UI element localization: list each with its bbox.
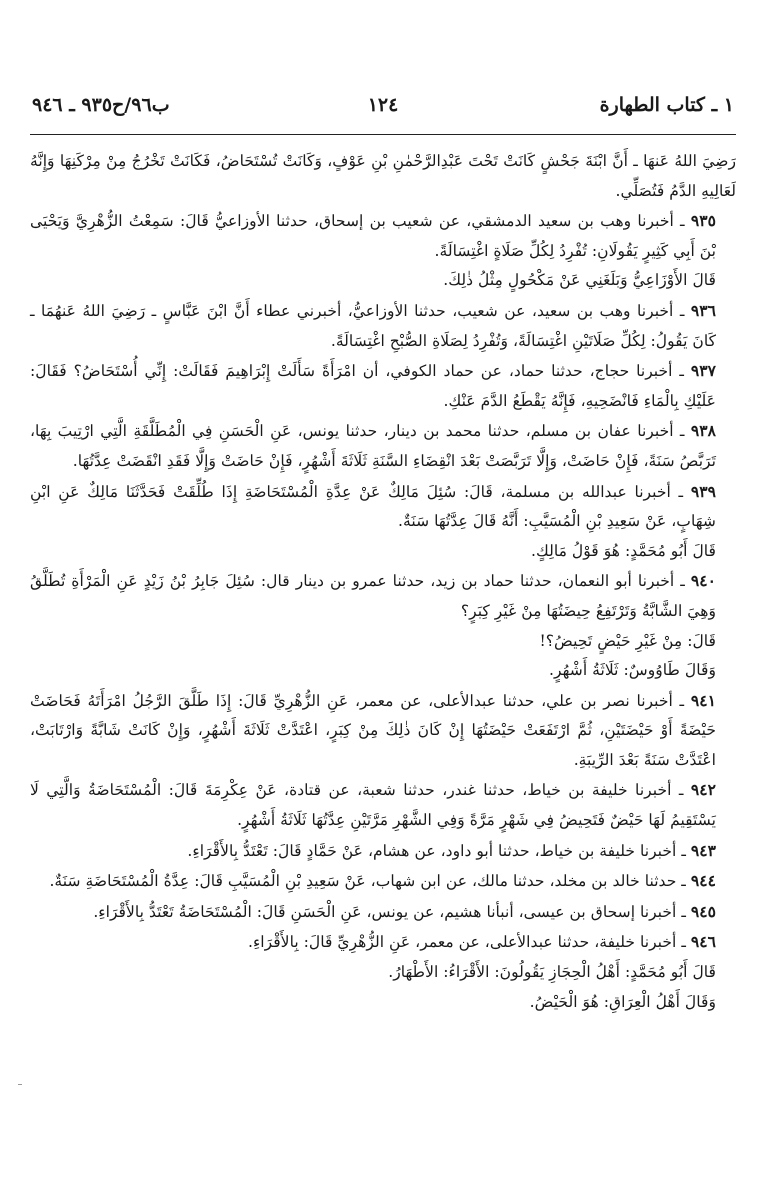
hadith-number: ٩٤٥ <box>690 901 716 921</box>
text-body <box>30 147 736 1017</box>
paragraph-text: قَالَ أَبُو مُحَمَّدٍ: أَهْلُ الْحِجَازِ يَقُولُونَ: الأَقْرَاءُ: الأَطْهَارُ. <box>388 963 716 982</box>
paragraph <box>30 958 736 988</box>
paragraph <box>30 147 736 206</box>
hadith-paragraph <box>30 686 736 776</box>
hadith-number: ٩٣٥ <box>690 211 716 231</box>
hadith-paragraph <box>30 416 736 476</box>
paragraph <box>30 627 736 657</box>
paragraph-text: ـ أخبرنا نصر بن علي، حدثنا عبدالأعلى، عن معمر، عَنِ الزُّهْرِيِّ قَالَ: إِذَا طَلَّقَ الرَّجُلُ امْرَأَتَهُ فَحَاضَتْ حَيْضَةً أَوْ حَيْضَتَيْنِ، ثُمَّ ارْتَفَعَتْ حَيْضَتُهَا إِنْ كَانَ ذٰلِكَ مِنْ كِبَرٍ، اعْتَدَّتْ ثَلَاثَةَ أَشْهُرٍ، وَإِنْ كَانَتْ شَابَّةً وَارْتَابَتْ، اعْتَدَّتْ سَنَةً بَعْدَ الرِّيبَةِ. <box>30 691 716 769</box>
paragraph <box>30 656 736 686</box>
hadith-paragraph <box>30 897 736 928</box>
hadith-number: ٩٤١ <box>690 690 716 710</box>
hadith-paragraph <box>30 206 736 266</box>
hadith-number: ٩٣٧ <box>690 361 716 381</box>
hadith-number: ٩٣٦ <box>690 300 716 320</box>
hadith-paragraph <box>30 566 736 626</box>
margin-mark <box>18 1084 22 1085</box>
hadith-paragraph <box>30 866 736 897</box>
paragraph <box>30 537 736 567</box>
paragraph-text: ـ أخبرنا عفان بن مسلم، حدثنا محمد بن دينار، حدثنا يونس، عَنِ الْحَسَنِ فِي الْمُطَلَّقَةِ الَّتِي ارْتِيبَ بِهَا، تَرَبَّصُ سَنَةً، فَإِنْ حَاضَتْ، وَإِلَّا تَرَبَّصَتْ بَعْدَ انْقِضَاءِ السَّنَةِ ثَلَاثَةَ أَشْهُرٍ، فَإِنْ حَاضَتْ وَإِلَّا فَقَدِ انْقَضَتْ عِدَّتُهَا. <box>30 422 716 470</box>
header-rule <box>30 134 736 135</box>
paragraph-text: ـ أخبرنا أبو النعمان، حدثنا حماد بن زيد، حدثنا عمرو بن دينار قال: سُئِلَ جَابِرُ بْنُ زَيْدٍ عَنِ الْمَرْأَةِ تُطَلَّقُ وَهِيَ الشَّابَّةُ وَتَرْتَفِعُ حِيضَتُهَا مِنْ غَيْرِ كِبَرٍ؟ <box>30 572 716 620</box>
paragraph-text: ـ أخبرنا خليفة بن خياط، حدثنا غندر، حدثنا شعبة، عن قتادة، عَنْ عِكْرِمَةَ قَالَ: الْمُسْتَحَاضَةُ وَالَّتِي لَا يَسْتَقِيمُ لَهَا حَيْضٌ فَتَحِيضُ فِي شَهْرٍ مَرَّةً وَفِي الشَّهْرِ مَرَّتَيْنِ عِدَّتُهَا ثَلَاثَةُ أَشْهُرٍ. <box>30 781 716 830</box>
paragraph-text: قَالَ أَبُو مُحَمَّدٍ: هُوَ قَوْلُ مَالِكٍ. <box>531 541 716 560</box>
hadith-number: ٩٤٠ <box>690 571 716 591</box>
hadith-number: ٩٤٢ <box>690 780 716 800</box>
hadith-paragraph <box>30 775 736 835</box>
paragraph-text: قَالَ: مِنْ غَيْرِ حَيْضٍ تَحِيضُ؟! <box>539 631 716 650</box>
hadith-paragraph <box>30 927 736 958</box>
paragraph <box>30 266 736 296</box>
page <box>30 94 736 1017</box>
hadith-range: ب٩٦/ح٩٣٥ ـ ٩٤٦ <box>32 94 170 116</box>
hadith-number: ٩٤٤ <box>690 871 716 891</box>
hadith-paragraph <box>30 356 736 416</box>
paragraph-text: وَقَالَ أَهْلُ الْعِرَاقِ: هُوَ الْحَيْضُ. <box>529 992 716 1011</box>
paragraph-text: ـ حدثنا خالد بن مخلد، حدثنا مالك، عن ابن شهاب، عَنْ سَعِيدِ بْنِ الْمُسَيَّبِ قَالَ: عِدَّةُ الْمُسْتَحَاضَةِ سَنَةٌ. <box>49 872 686 891</box>
paragraph <box>30 988 736 1018</box>
paragraph-text: ـ أخبرنا وهب بن سعيد الدمشقي، عن شعيب بن إسحاق، حدثنا الأوزاعيُّ قَالَ: سَمِعْتُ الزُّهْرِيَّ وَيَحْيَى بْنَ أَبِي كَثِيرٍ يَقُولَانِ: تُفْرِدُ لِكُلِّ صَلَاةٍ اغْتِسَالَةً. <box>30 212 716 260</box>
paragraph-text: ـ أخبرنا وهب بن سعيد، عن شعيب، حدثنا الأوزاعيُّ، أخبرني عطاء أَنَّ ابْنَ عَبَّاسٍ ـ رَضِيَ اللهُ عَنهُمَا ـ كَانَ يَقُولُ: لِكُلِّ صَلَاتَيْنِ اغْتِسَالَةً، وَتُفْرِدُ لِصَلَاةِ الصُّبْحِ اغْتِسَالَةً. <box>30 301 716 350</box>
paragraph-text: ـ أخبرنا خليفة، حدثنا عبدالأعلى، عن معمر، عَنِ الزُّهْرِيِّ قَالَ: بِالأَقْرَاءِ. <box>248 933 686 952</box>
chapter-title: ١ ـ كتاب الطهارة <box>599 94 734 116</box>
hadith-number: ٩٣٨ <box>690 421 716 441</box>
hadith-paragraph <box>30 836 736 867</box>
hadith-paragraph <box>30 296 736 356</box>
paragraph-text: وَقَالَ طَاوُوسٌ: ثَلَاثَةُ أَشْهُرٍ. <box>549 661 716 680</box>
paragraph-text: ـ أخبرنا إسحاق بن عيسى، أنبأنا هشيم، عن يونس، عَنِ الْحَسَنِ قَالَ: الْمُسْتَحَاضَةُ تَعْتَدُّ بِالأَقْرَاءِ. <box>93 902 686 921</box>
hadith-paragraph <box>30 477 736 537</box>
page-number: ١٢٤ <box>367 94 399 116</box>
paragraph-text: ـ أخبرنا حجاج، حدثنا حماد، عن حماد الكوفي، أن امْرَأَةً سَأَلَتْ إِبْرَاهِيمَ فَقَالَتْ: إِنِّي أُسْتَحَاضُ؟ فَقَالَ: عَلَيْكِ بِالْمَاءِ فَانْضَحِيهِ، فَإِنَّهُ يَقْطَعُ الدَّمَ عَنْكِ. <box>30 362 716 410</box>
hadith-number: ٩٣٩ <box>690 481 716 501</box>
paragraph-text: رَضِيَ اللهُ عَنهَا ـ أَنَّ ابْنَةَ جَحْشٍ كَانَتْ تَحْتَ عَبْدِالرَّحْمٰنِ بْنِ عَوْفٍ، وَكَانَتْ تُسْتَحَاضُ، فَكَانَتْ تَخْرُجُ مِنْ مِرْكَنِهَا وَإِنَّهُ لَعَالِيهِ الدَّمُ فَتُصَلِّي. <box>30 152 736 200</box>
paragraph-text: قَالَ الأَوْزَاعِيُّ وَبَلَغَنِي عَنْ مَكْحُولٍ مِثْلُ ذٰلِكَ. <box>443 271 716 290</box>
hadith-number: ٩٤٦ <box>690 932 716 952</box>
paragraph-text: ـ أخبرنا خليفة بن خياط، حدثنا أبو داود، عن هشام، عَنْ حَمَّادٍ قَالَ: تَعْتَدُّ بِالأَقْرَاءِ. <box>187 841 686 860</box>
running-header <box>30 94 736 124</box>
paragraph-text: ـ أخبرنا عبدالله بن مسلمة، قَالَ: سُئِلَ مَالِكٌ عَنْ عِدَّةِ الْمُسْتَحَاضَةِ إِذَا طُلِّقَتْ فَحَدَّثَنَا مَالِكٌ عَنِ ابْنِ شِهَابٍ، عَنْ سَعِيدِ بْنِ الْمُسَيَّبِ: أَنَّهُ قَالَ عِدَّتُهَا سَنَةٌ. <box>30 482 716 531</box>
hadith-number: ٩٤٣ <box>690 840 716 860</box>
